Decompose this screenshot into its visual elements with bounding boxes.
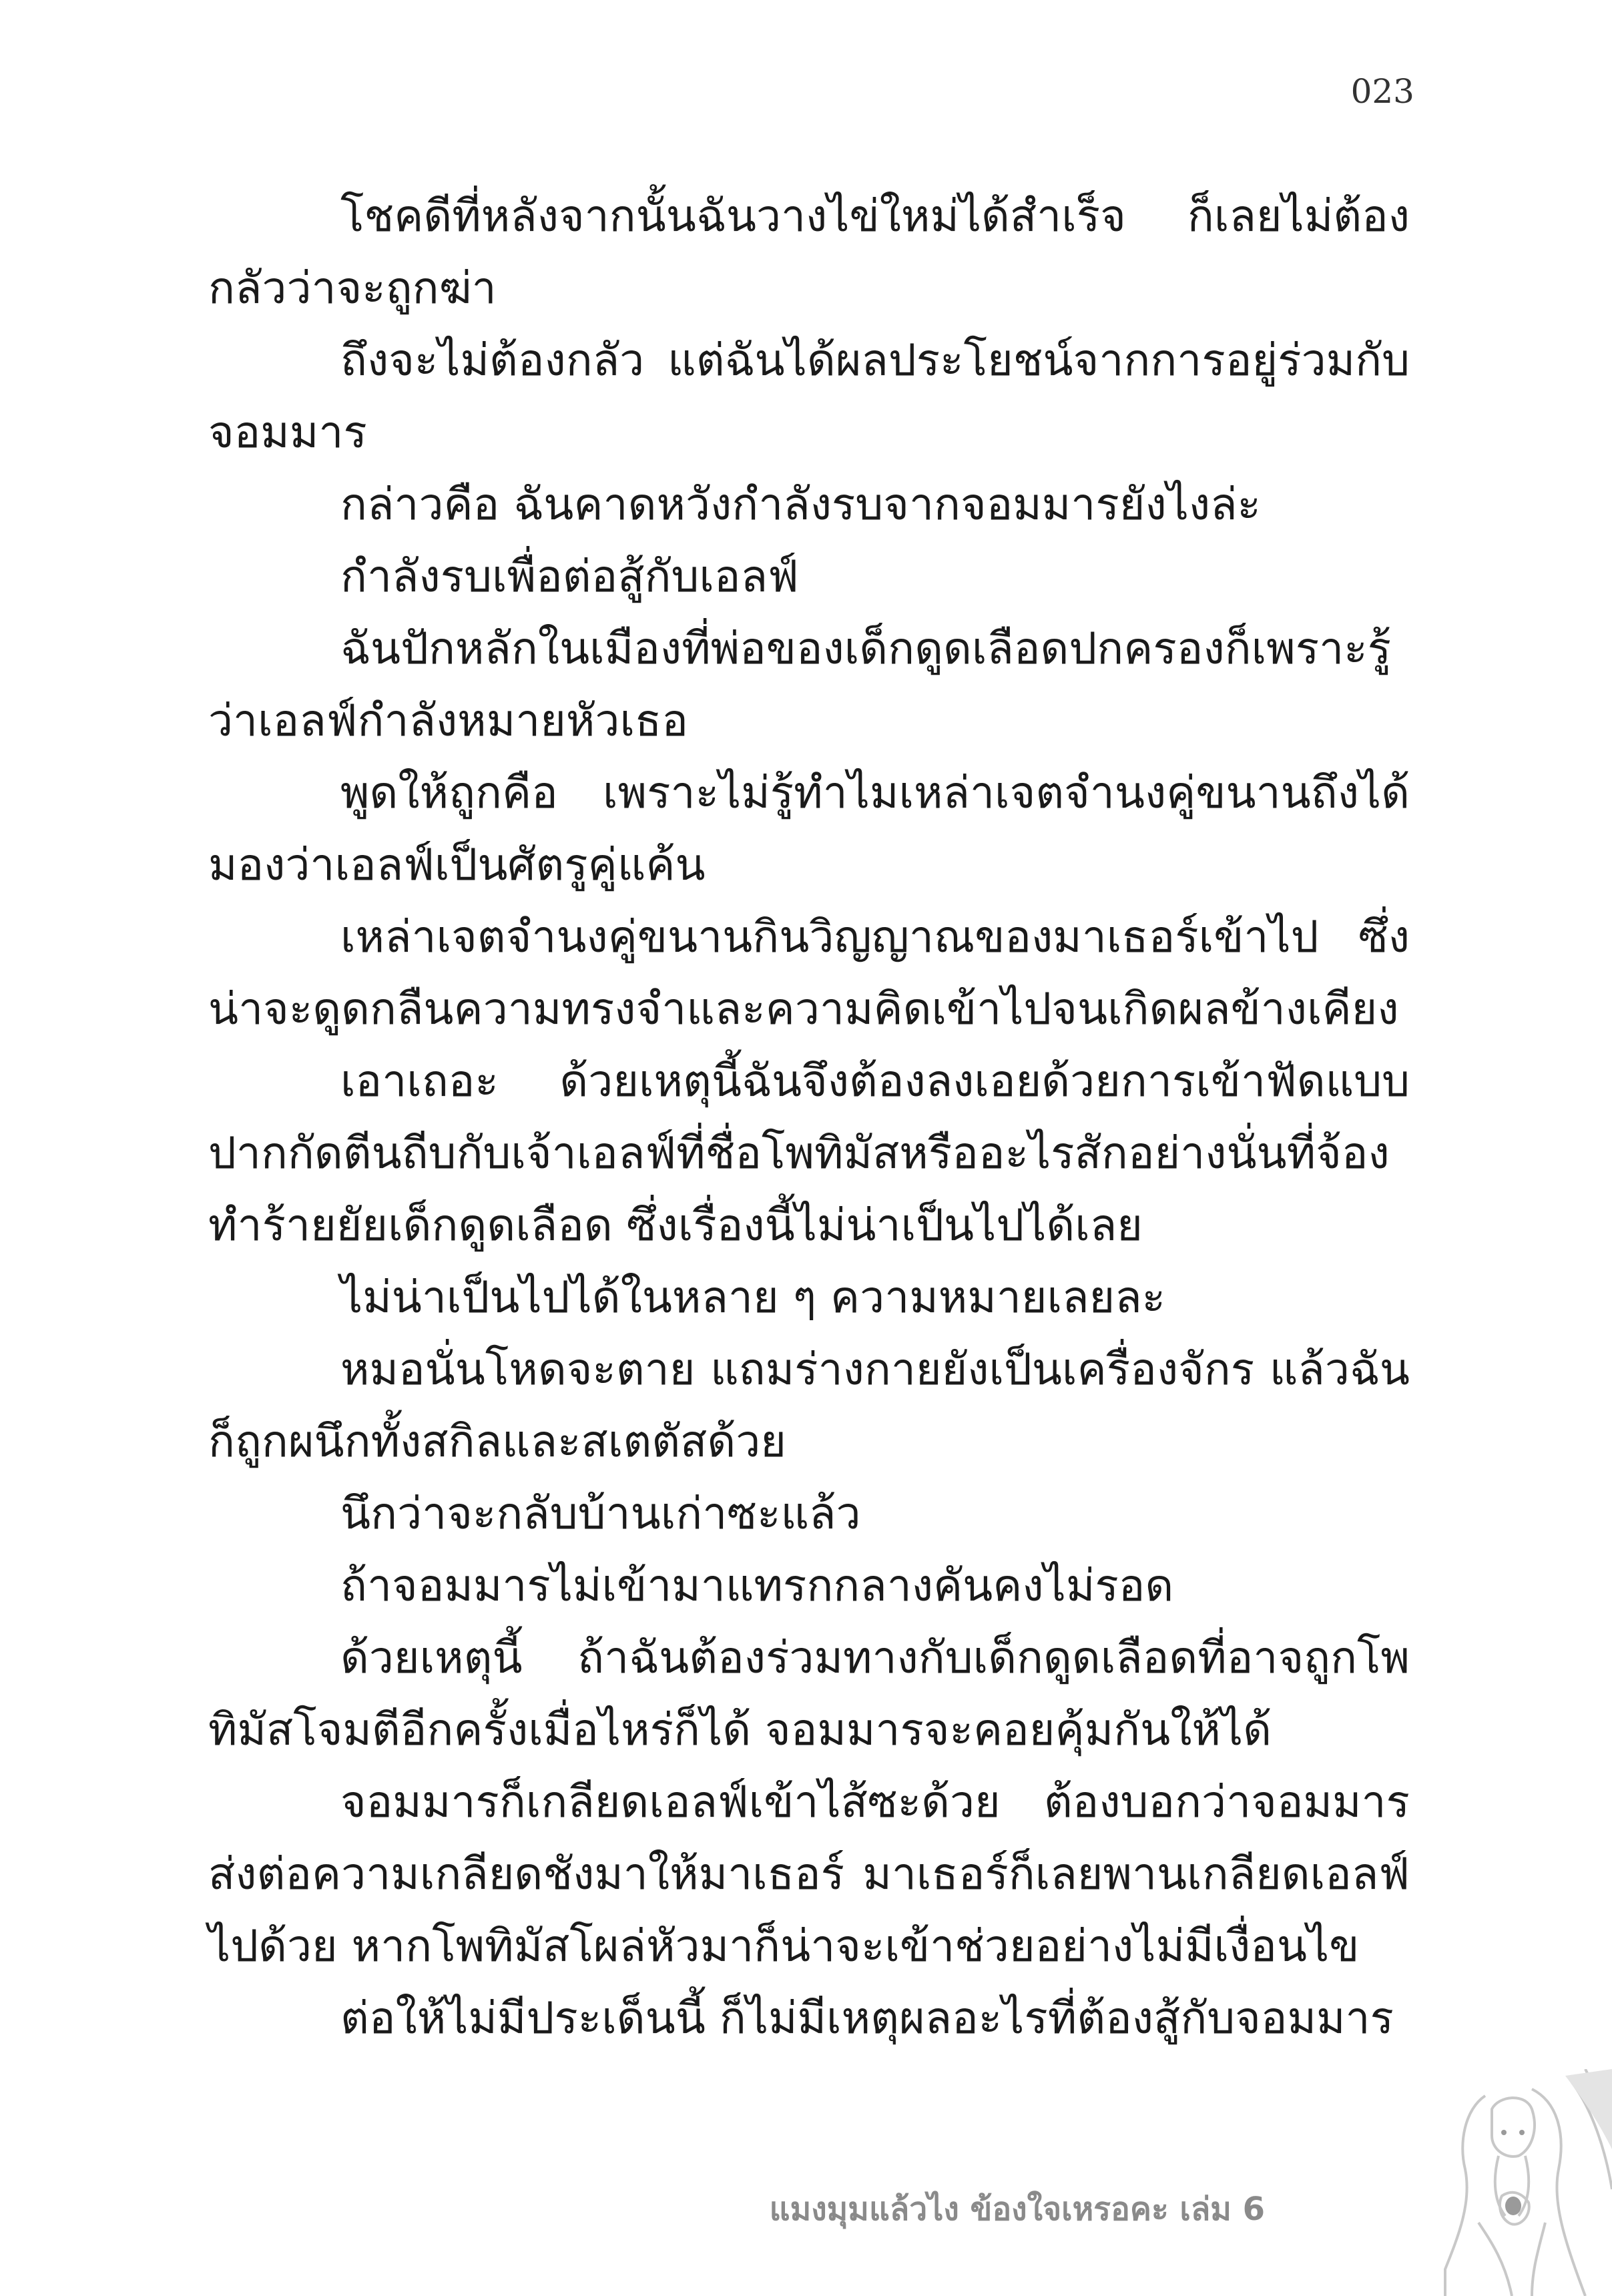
paragraph: ไม่น่าเป็นไปได้ในหลาย ๆ ความหมายเลยละ xyxy=(340,1271,1166,1323)
paragraph: ถึงจะไม่ต้องกลัว แต่ฉันได้ผลประโยชน์จากการอยู่ร่วมกับจอมมาร xyxy=(208,334,1410,458)
paragraph: ต่อให้ไม่มีประเด็นนี้ ก็ไม่มีเหตุผลอะไรที่ต้องสู้กับจอมมาร xyxy=(340,1992,1394,2044)
paragraph: ฉันปักหลักในเมืองที่พ่อของเด็กดูดเลือดปกครองก็เพราะรู้ว่าเอลฟ์กำลังหมายหัวเธอ xyxy=(208,623,1392,746)
paragraph: หมอนั่นโหดจะตาย แถมร่างกายยังเป็นเครื่องจักร แล้วฉันก็ถูกผนึกทั้งสกิลและสเตตัสด้วย xyxy=(208,1344,1410,1467)
paragraph: ด้วยเหตุนี้ ถ้าฉันต้องร่วมทางกับเด็กดูดเลือดที่อาจถูกโพทิมัสโจมตีอีกครั้งเมื่อไหร่ก็ได้ จอมมารจะคอยคุ้มกันให้ได้ xyxy=(208,1632,1410,1755)
page-number: 023 xyxy=(1350,72,1414,111)
character-illustration xyxy=(1332,2069,1612,2296)
paragraph: เอาเถอะ ด้วยเหตุนี้ฉันจึงต้องลงเอยด้วยการเข้าฟัดแบบปากกัดตีนถีบกับเจ้าเอลฟ์ที่ชื่อโพทิมัสหรืออะไรสักอย่างนั่นที่จ้องทำร้ายยัยเด็กดูดเลือด ซึ่งเรื่องนี้ไม่น่าเป็นไปได้เลย xyxy=(208,1055,1410,1251)
paragraph: พูดให้ถูกคือ เพราะไม่รู้ทำไมเหล่าเจตจำนงคู่ขนานถึงได้มองว่าเอลฟ์เป็นศัตรูคู่แค้น xyxy=(208,767,1410,890)
paragraph: จอมมารก็เกลียดเอลฟ์เข้าไส้ซะด้วย ต้องบอกว่าจอมมารส่งต่อความเกลียดชังมาให้มาเธอร์ มาเธอร์ก็เลยพานเกลียดเอลฟ์ไปด้วย หากโพทิมัสโผล่หัวมาก็น่าจะเข้าช่วยอย่างไม่มีเงื่อนไข xyxy=(208,1776,1410,1972)
paragraph: เหล่าเจตจำนงคู่ขนานกินวิญญาณของมาเธอร์เข้าไป ซึ่งน่าจะดูดกลืนความทรงจำและความคิดเข้าไปจนเกิดผลข้างเคียง xyxy=(208,911,1410,1035)
paragraph: โชคดีที่หลังจากนั้นฉันวางไข่ใหม่ได้สำเร็จ ก็เลยไม่ต้องกลัวว่าจะถูกฆ่า xyxy=(208,190,1410,314)
paragraph: นึกว่าจะกลับบ้านเก่าซะแล้ว xyxy=(340,1488,861,1539)
book-title-footer: แมงมุมแล้วไง ข้องใจเหรอคะ เล่ม 6 xyxy=(769,2191,1265,2228)
paragraph: ถ้าจอมมารไม่เข้ามาแทรกกลางคันคงไม่รอด xyxy=(340,1560,1174,1611)
paragraph: กล่าวคือ ฉันคาดหวังกำลังรบจากจอมมารยังไงล่ะ xyxy=(340,479,1262,530)
paragraph: กำลังรบเพื่อต่อสู้กับเอลฟ์ xyxy=(340,551,799,602)
body-text xyxy=(208,180,1410,2054)
